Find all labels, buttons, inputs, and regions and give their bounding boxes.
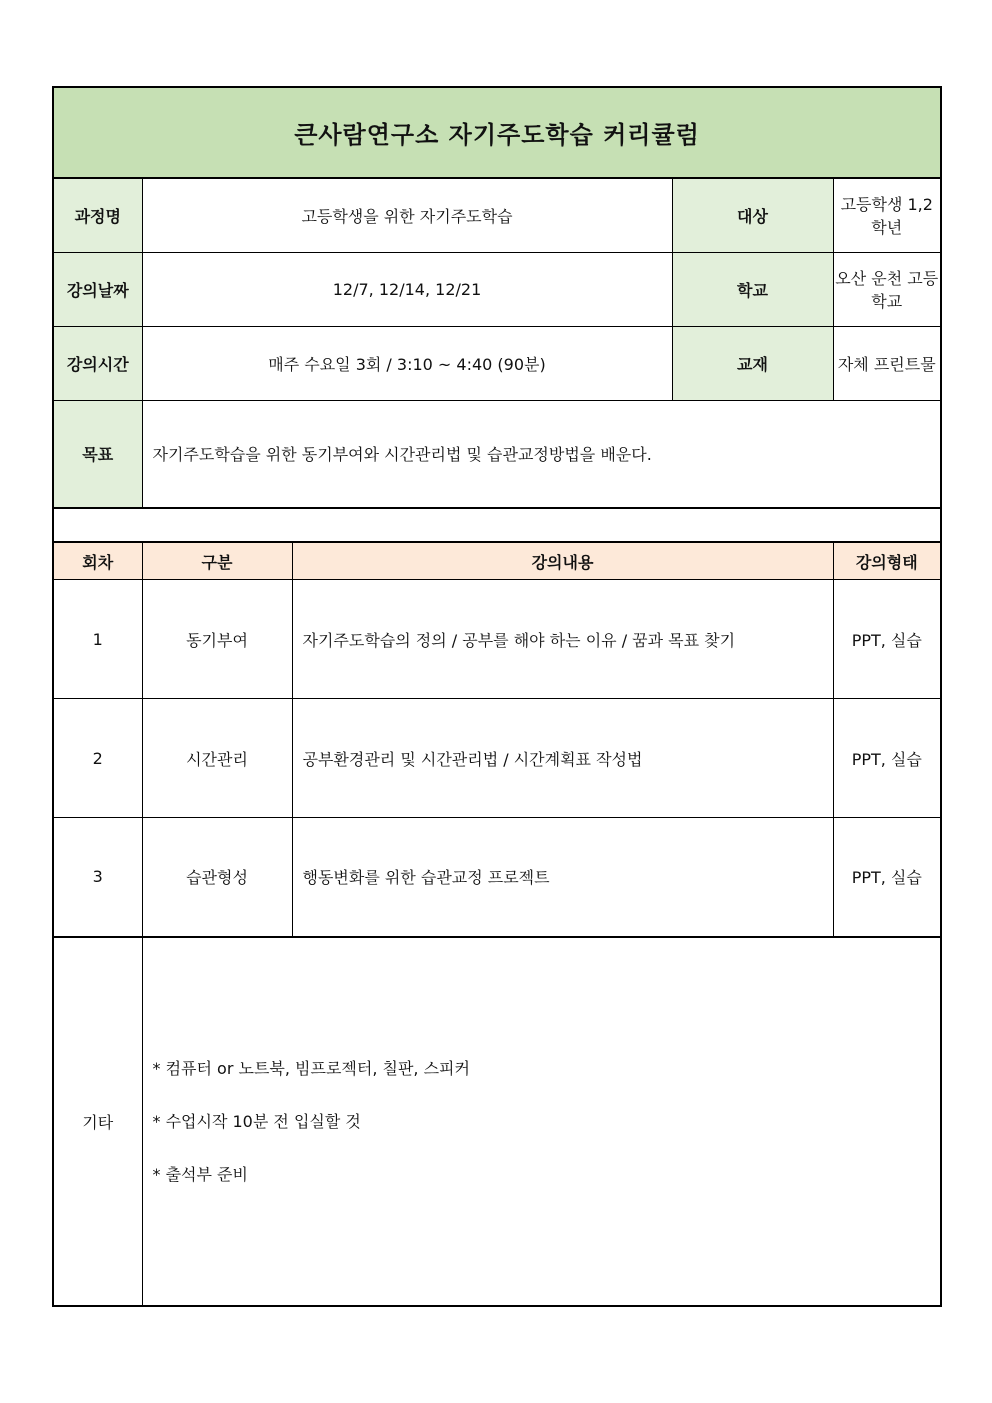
table-row: [53, 818, 941, 937]
session-number: 2: [53, 699, 142, 818]
target-value: 고등학생 1,2학년: [833, 178, 941, 252]
material-value: 자체 프린트물: [833, 326, 941, 400]
school-value: 오산 운천 고등학교: [833, 252, 941, 326]
school-label: 학교: [672, 252, 833, 326]
note-item: * 출석부 준비: [152, 1164, 248, 1184]
table-row: [53, 580, 941, 699]
curriculum-document: [52, 86, 940, 1307]
etc-notes: [142, 937, 941, 1306]
time-value: 매주 수요일 3회 / 3:10 ~ 4:40 (90분): [142, 326, 672, 400]
session-category: 동기부여: [142, 580, 292, 699]
session-format: PPT, 실습: [833, 818, 941, 937]
etc-label: 기타: [53, 937, 142, 1306]
curriculum-table: [52, 86, 942, 1307]
header-category: 구분: [142, 542, 292, 580]
session-category: 시간관리: [142, 699, 292, 818]
table-row: [53, 699, 941, 818]
page-title: 큰사람연구소 자기주도학습 커리큘럼: [53, 87, 941, 178]
spacer-row: [53, 508, 941, 542]
header-session: 회차: [53, 542, 142, 580]
date-label: 강의날짜: [53, 252, 142, 326]
session-content: 자기주도학습의 정의 / 공부를 해야 하는 이유 / 꿈과 목표 찾기: [292, 580, 833, 699]
session-content: 공부환경관리 및 시간관리법 / 시간계획표 작성법: [292, 699, 833, 818]
time-label: 강의시간: [53, 326, 142, 400]
goal-value: 자기주도학습을 위한 동기부여와 시간관리법 및 습관교정방법을 배운다.: [142, 400, 941, 508]
material-label: 교재: [672, 326, 833, 400]
session-format: PPT, 실습: [833, 580, 941, 699]
target-label: 대상: [672, 178, 833, 252]
header-content: 강의내용: [292, 542, 833, 580]
session-number: 1: [53, 580, 142, 699]
header-format: 강의형태: [833, 542, 941, 580]
goal-label: 목표: [53, 400, 142, 508]
session-content: 행동변화를 위한 습관교정 프로젝트: [292, 818, 833, 937]
course-label: 과정명: [53, 178, 142, 252]
date-value: 12/7, 12/14, 12/21: [142, 252, 672, 326]
note-item: * 수업시작 10분 전 입실할 것: [152, 1111, 361, 1131]
session-number: 3: [53, 818, 142, 937]
session-category: 습관형성: [142, 818, 292, 937]
course-value: 고등학생을 위한 자기주도학습: [142, 178, 672, 252]
session-format: PPT, 실습: [833, 699, 941, 818]
note-item: * 컴퓨터 or 노트북, 빔프로젝터, 칠판, 스피커: [152, 1058, 470, 1078]
